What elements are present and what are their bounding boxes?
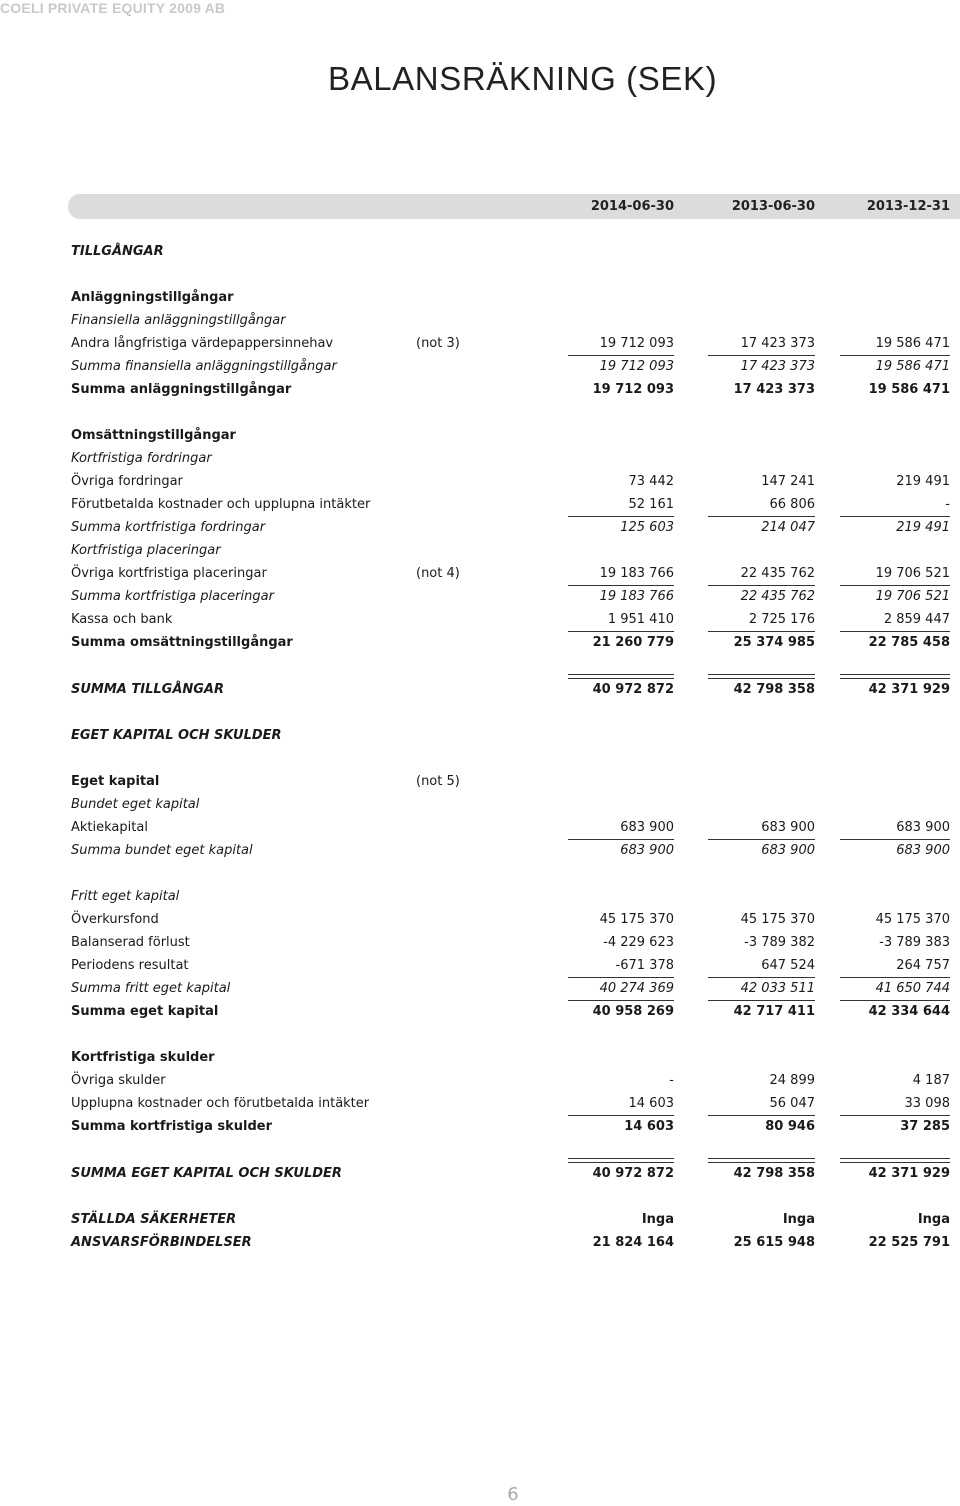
table-row bbox=[0, 243, 960, 263]
table-row bbox=[0, 773, 960, 793]
table-row bbox=[0, 681, 960, 701]
table-row bbox=[0, 335, 960, 355]
group-heading: Anläggningstillgångar bbox=[71, 290, 234, 305]
table-row bbox=[0, 934, 960, 954]
value-2014-06-30: 40 972 872 bbox=[592, 1166, 674, 1181]
row-label: STÄLLDA SÄKERHETER bbox=[71, 1212, 237, 1227]
value-2013-12-31: 42 371 929 bbox=[868, 1166, 950, 1181]
double-rule bbox=[708, 674, 815, 679]
row-label: Andra långfristiga värdepappersinnehav bbox=[71, 336, 334, 351]
value-2014-06-30: 21 260 779 bbox=[592, 635, 674, 650]
row-label: Summa kortfristiga skulder bbox=[71, 1119, 273, 1134]
table-row bbox=[0, 819, 960, 839]
table-row bbox=[0, 842, 960, 862]
row-label: Summa kortfristiga placeringar bbox=[71, 589, 274, 604]
row-label: Summa kortfristiga fordringar bbox=[71, 520, 266, 535]
value-2013-06-30: 42 798 358 bbox=[733, 682, 815, 697]
table-row bbox=[0, 611, 960, 631]
row-label: Förutbetalda kostnader och upplupna intäkter bbox=[71, 497, 371, 512]
row-label: Överkursfond bbox=[71, 912, 159, 927]
sum-rule bbox=[708, 1115, 815, 1116]
company-name: COELI PRIVATE EQUITY 2009 AB bbox=[0, 0, 226, 16]
table-row bbox=[0, 519, 960, 539]
value-2014-06-30: 19 183 766 bbox=[599, 566, 674, 581]
row-label: Summa finansiella anläggningstillgångar bbox=[71, 359, 337, 374]
table-row bbox=[0, 796, 960, 816]
sum-rule bbox=[840, 516, 950, 517]
row-label: Övriga kortfristiga placeringar bbox=[71, 566, 267, 581]
value-2013-12-31: 37 285 bbox=[900, 1119, 950, 1134]
value-2014-06-30: 19 712 093 bbox=[599, 336, 674, 351]
double-rule bbox=[568, 674, 674, 679]
sum-rule bbox=[568, 1115, 674, 1116]
value-2013-12-31: -3 789 383 bbox=[879, 935, 950, 950]
value-2013-06-30: 17 423 373 bbox=[740, 336, 815, 351]
value-2014-06-30: 40 972 872 bbox=[592, 682, 674, 697]
value-2013-12-31: Inga bbox=[917, 1212, 950, 1227]
value-2013-12-31: 42 371 929 bbox=[868, 682, 950, 697]
value-2013-06-30: 17 423 373 bbox=[733, 382, 815, 397]
value-2013-06-30: 2 725 176 bbox=[748, 612, 815, 627]
value-2014-06-30: 52 161 bbox=[628, 497, 674, 512]
value-2014-06-30: -4 229 623 bbox=[603, 935, 674, 950]
table-row bbox=[0, 496, 960, 516]
row-label: Övriga fordringar bbox=[71, 474, 183, 489]
sum-rule bbox=[568, 516, 674, 517]
row-label: Summa anläggningstillgångar bbox=[71, 382, 292, 397]
value-2013-06-30: Inga bbox=[782, 1212, 815, 1227]
table-row bbox=[0, 358, 960, 378]
table-row bbox=[0, 1234, 960, 1254]
value-2013-12-31: 33 098 bbox=[904, 1096, 950, 1111]
double-rule bbox=[840, 1158, 950, 1163]
column-header-2014-06-30: 2014-06-30 bbox=[590, 199, 674, 214]
sum-rule bbox=[568, 631, 674, 632]
value-2013-12-31: 41 650 744 bbox=[875, 981, 950, 996]
sum-rule bbox=[840, 1115, 950, 1116]
group-heading: Eget kapital bbox=[71, 774, 160, 789]
table-row bbox=[0, 1049, 960, 1069]
row-note: (not 4) bbox=[416, 566, 460, 581]
value-2013-12-31: 45 175 370 bbox=[875, 912, 950, 927]
table-row bbox=[0, 1165, 960, 1185]
section-heading: EGET KAPITAL OCH SKULDER bbox=[71, 728, 282, 743]
value-2013-06-30: 56 047 bbox=[769, 1096, 815, 1111]
sum-rule bbox=[708, 585, 815, 586]
value-2013-06-30: 66 806 bbox=[769, 497, 815, 512]
value-2014-06-30: 40 958 269 bbox=[592, 1004, 674, 1019]
value-2014-06-30: -671 378 bbox=[615, 958, 674, 973]
subgroup-heading: Fritt eget kapital bbox=[71, 889, 180, 904]
sum-rule bbox=[840, 839, 950, 840]
sum-rule bbox=[568, 355, 674, 356]
subgroup-heading: Bundet eget kapital bbox=[71, 797, 200, 812]
sum-rule bbox=[708, 631, 815, 632]
row-label: Summa bundet eget kapital bbox=[71, 843, 253, 858]
subgroup-heading: Kortfristiga fordringar bbox=[71, 451, 212, 466]
row-label: Övriga skulder bbox=[71, 1073, 166, 1088]
value-2013-12-31: 219 491 bbox=[896, 520, 950, 535]
row-label: Summa eget kapital bbox=[71, 1004, 219, 1019]
row-note: (not 3) bbox=[416, 336, 460, 351]
table-row bbox=[0, 1211, 960, 1231]
table-row bbox=[0, 542, 960, 562]
sum-rule bbox=[840, 585, 950, 586]
value-2013-06-30: 683 900 bbox=[761, 843, 815, 858]
value-2014-06-30: 683 900 bbox=[620, 820, 674, 835]
sum-rule bbox=[840, 631, 950, 632]
value-2014-06-30: 19 183 766 bbox=[599, 589, 674, 604]
sum-rule bbox=[708, 839, 815, 840]
row-label: Periodens resultat bbox=[71, 958, 189, 973]
table-row bbox=[0, 427, 960, 447]
value-2014-06-30: 73 442 bbox=[628, 474, 674, 489]
value-2013-06-30: 214 047 bbox=[761, 520, 815, 535]
value-2014-06-30: 19 712 093 bbox=[592, 382, 674, 397]
sum-rule bbox=[840, 1000, 950, 1001]
row-label: Summa omsättningstillgångar bbox=[71, 635, 293, 650]
value-2013-12-31: 22 525 791 bbox=[868, 1235, 950, 1250]
page-number: 6 bbox=[507, 1484, 519, 1505]
value-2014-06-30: 125 603 bbox=[620, 520, 674, 535]
value-2014-06-30: 40 274 369 bbox=[599, 981, 674, 996]
value-2013-06-30: 25 374 985 bbox=[733, 635, 815, 650]
subgroup-heading: Finansiella anläggningstillgångar bbox=[71, 313, 286, 328]
value-2013-12-31: 19 706 521 bbox=[875, 566, 950, 581]
table-row bbox=[0, 980, 960, 1000]
value-2013-06-30: 17 423 373 bbox=[740, 359, 815, 374]
value-2014-06-30: 683 900 bbox=[620, 843, 674, 858]
table-row bbox=[0, 957, 960, 977]
value-2013-06-30: 42 798 358 bbox=[733, 1166, 815, 1181]
value-2013-06-30: -3 789 382 bbox=[744, 935, 815, 950]
table-row bbox=[0, 1003, 960, 1023]
row-note: (not 5) bbox=[416, 774, 460, 789]
value-2013-06-30: 42 717 411 bbox=[733, 1004, 815, 1019]
double-rule bbox=[708, 1158, 815, 1163]
sum-rule bbox=[708, 977, 815, 978]
table-row bbox=[0, 911, 960, 931]
value-2013-06-30: 22 435 762 bbox=[740, 566, 815, 581]
sum-rule bbox=[568, 839, 674, 840]
value-2013-12-31: 683 900 bbox=[896, 843, 950, 858]
row-label: Aktiekapital bbox=[71, 820, 148, 835]
value-2013-12-31: 19 586 471 bbox=[868, 382, 950, 397]
table-row bbox=[0, 312, 960, 332]
value-2014-06-30: 21 824 164 bbox=[592, 1235, 674, 1250]
table-row bbox=[0, 473, 960, 493]
value-2013-06-30: 147 241 bbox=[761, 474, 815, 489]
value-2013-12-31: 19 706 521 bbox=[875, 589, 950, 604]
total-label: SUMMA TILLGÅNGAR bbox=[71, 682, 225, 697]
subgroup-heading: Kortfristiga placeringar bbox=[71, 543, 221, 558]
group-heading: Omsättningstillgångar bbox=[71, 428, 236, 443]
value-2014-06-30: - bbox=[669, 1073, 674, 1088]
row-label: ANSVARSFÖRBINDELSER bbox=[71, 1235, 252, 1250]
sum-rule bbox=[568, 1000, 674, 1001]
value-2013-12-31: 19 586 471 bbox=[875, 336, 950, 351]
table-row bbox=[0, 1095, 960, 1115]
sum-rule bbox=[840, 355, 950, 356]
value-2013-12-31: 2 859 447 bbox=[883, 612, 950, 627]
double-rule bbox=[568, 1158, 674, 1163]
table-row bbox=[0, 588, 960, 608]
value-2013-06-30: 45 175 370 bbox=[740, 912, 815, 927]
value-2014-06-30: 1 951 410 bbox=[607, 612, 674, 627]
sum-rule bbox=[568, 585, 674, 586]
table-row bbox=[0, 888, 960, 908]
table-row bbox=[0, 381, 960, 401]
table-row bbox=[0, 289, 960, 309]
table-row bbox=[0, 1072, 960, 1092]
value-2014-06-30: 14 603 bbox=[624, 1119, 674, 1134]
page-title: BALANSRÄKNING (SEK) bbox=[328, 60, 718, 97]
row-label: Upplupna kostnader och förutbetalda intäkter bbox=[71, 1096, 370, 1111]
sum-rule bbox=[840, 977, 950, 978]
value-2013-12-31: 42 334 644 bbox=[868, 1004, 950, 1019]
value-2013-06-30: 42 033 511 bbox=[740, 981, 815, 996]
column-header-2013-12-31: 2013-12-31 bbox=[866, 199, 950, 214]
value-2014-06-30: Inga bbox=[641, 1212, 674, 1227]
value-2013-06-30: 22 435 762 bbox=[740, 589, 815, 604]
value-2013-12-31: 19 586 471 bbox=[875, 359, 950, 374]
sum-rule bbox=[708, 355, 815, 356]
table-row bbox=[0, 450, 960, 470]
table-row bbox=[0, 1118, 960, 1138]
value-2013-06-30: 25 615 948 bbox=[733, 1235, 815, 1250]
sum-rule bbox=[708, 1000, 815, 1001]
table-row bbox=[0, 565, 960, 585]
value-2013-06-30: 683 900 bbox=[761, 820, 815, 835]
value-2013-12-31: 683 900 bbox=[896, 820, 950, 835]
value-2013-06-30: 80 946 bbox=[765, 1119, 815, 1134]
row-label: Balanserad förlust bbox=[71, 935, 190, 950]
sum-rule bbox=[568, 977, 674, 978]
column-header-bar bbox=[68, 194, 960, 219]
value-2014-06-30: 19 712 093 bbox=[599, 359, 674, 374]
table-row bbox=[0, 634, 960, 654]
row-label: Kassa och bank bbox=[71, 612, 173, 627]
value-2013-12-31: 22 785 458 bbox=[868, 635, 950, 650]
row-label: Summa fritt eget kapital bbox=[71, 981, 231, 996]
value-2013-06-30: 24 899 bbox=[769, 1073, 815, 1088]
section-heading: TILLGÅNGAR bbox=[71, 244, 164, 259]
value-2013-12-31: 4 187 bbox=[912, 1073, 950, 1088]
value-2013-12-31: - bbox=[945, 497, 950, 512]
group-heading: Kortfristiga skulder bbox=[71, 1050, 215, 1065]
value-2014-06-30: 45 175 370 bbox=[599, 912, 674, 927]
sum-rule bbox=[708, 516, 815, 517]
column-header-2013-06-30: 2013-06-30 bbox=[731, 199, 815, 214]
total-label: SUMMA EGET KAPITAL OCH SKULDER bbox=[71, 1166, 342, 1181]
value-2013-06-30: 647 524 bbox=[761, 958, 815, 973]
value-2013-12-31: 264 757 bbox=[896, 958, 950, 973]
value-2013-12-31: 219 491 bbox=[896, 474, 950, 489]
value-2014-06-30: 14 603 bbox=[628, 1096, 674, 1111]
table-row bbox=[0, 727, 960, 747]
double-rule bbox=[840, 674, 950, 679]
